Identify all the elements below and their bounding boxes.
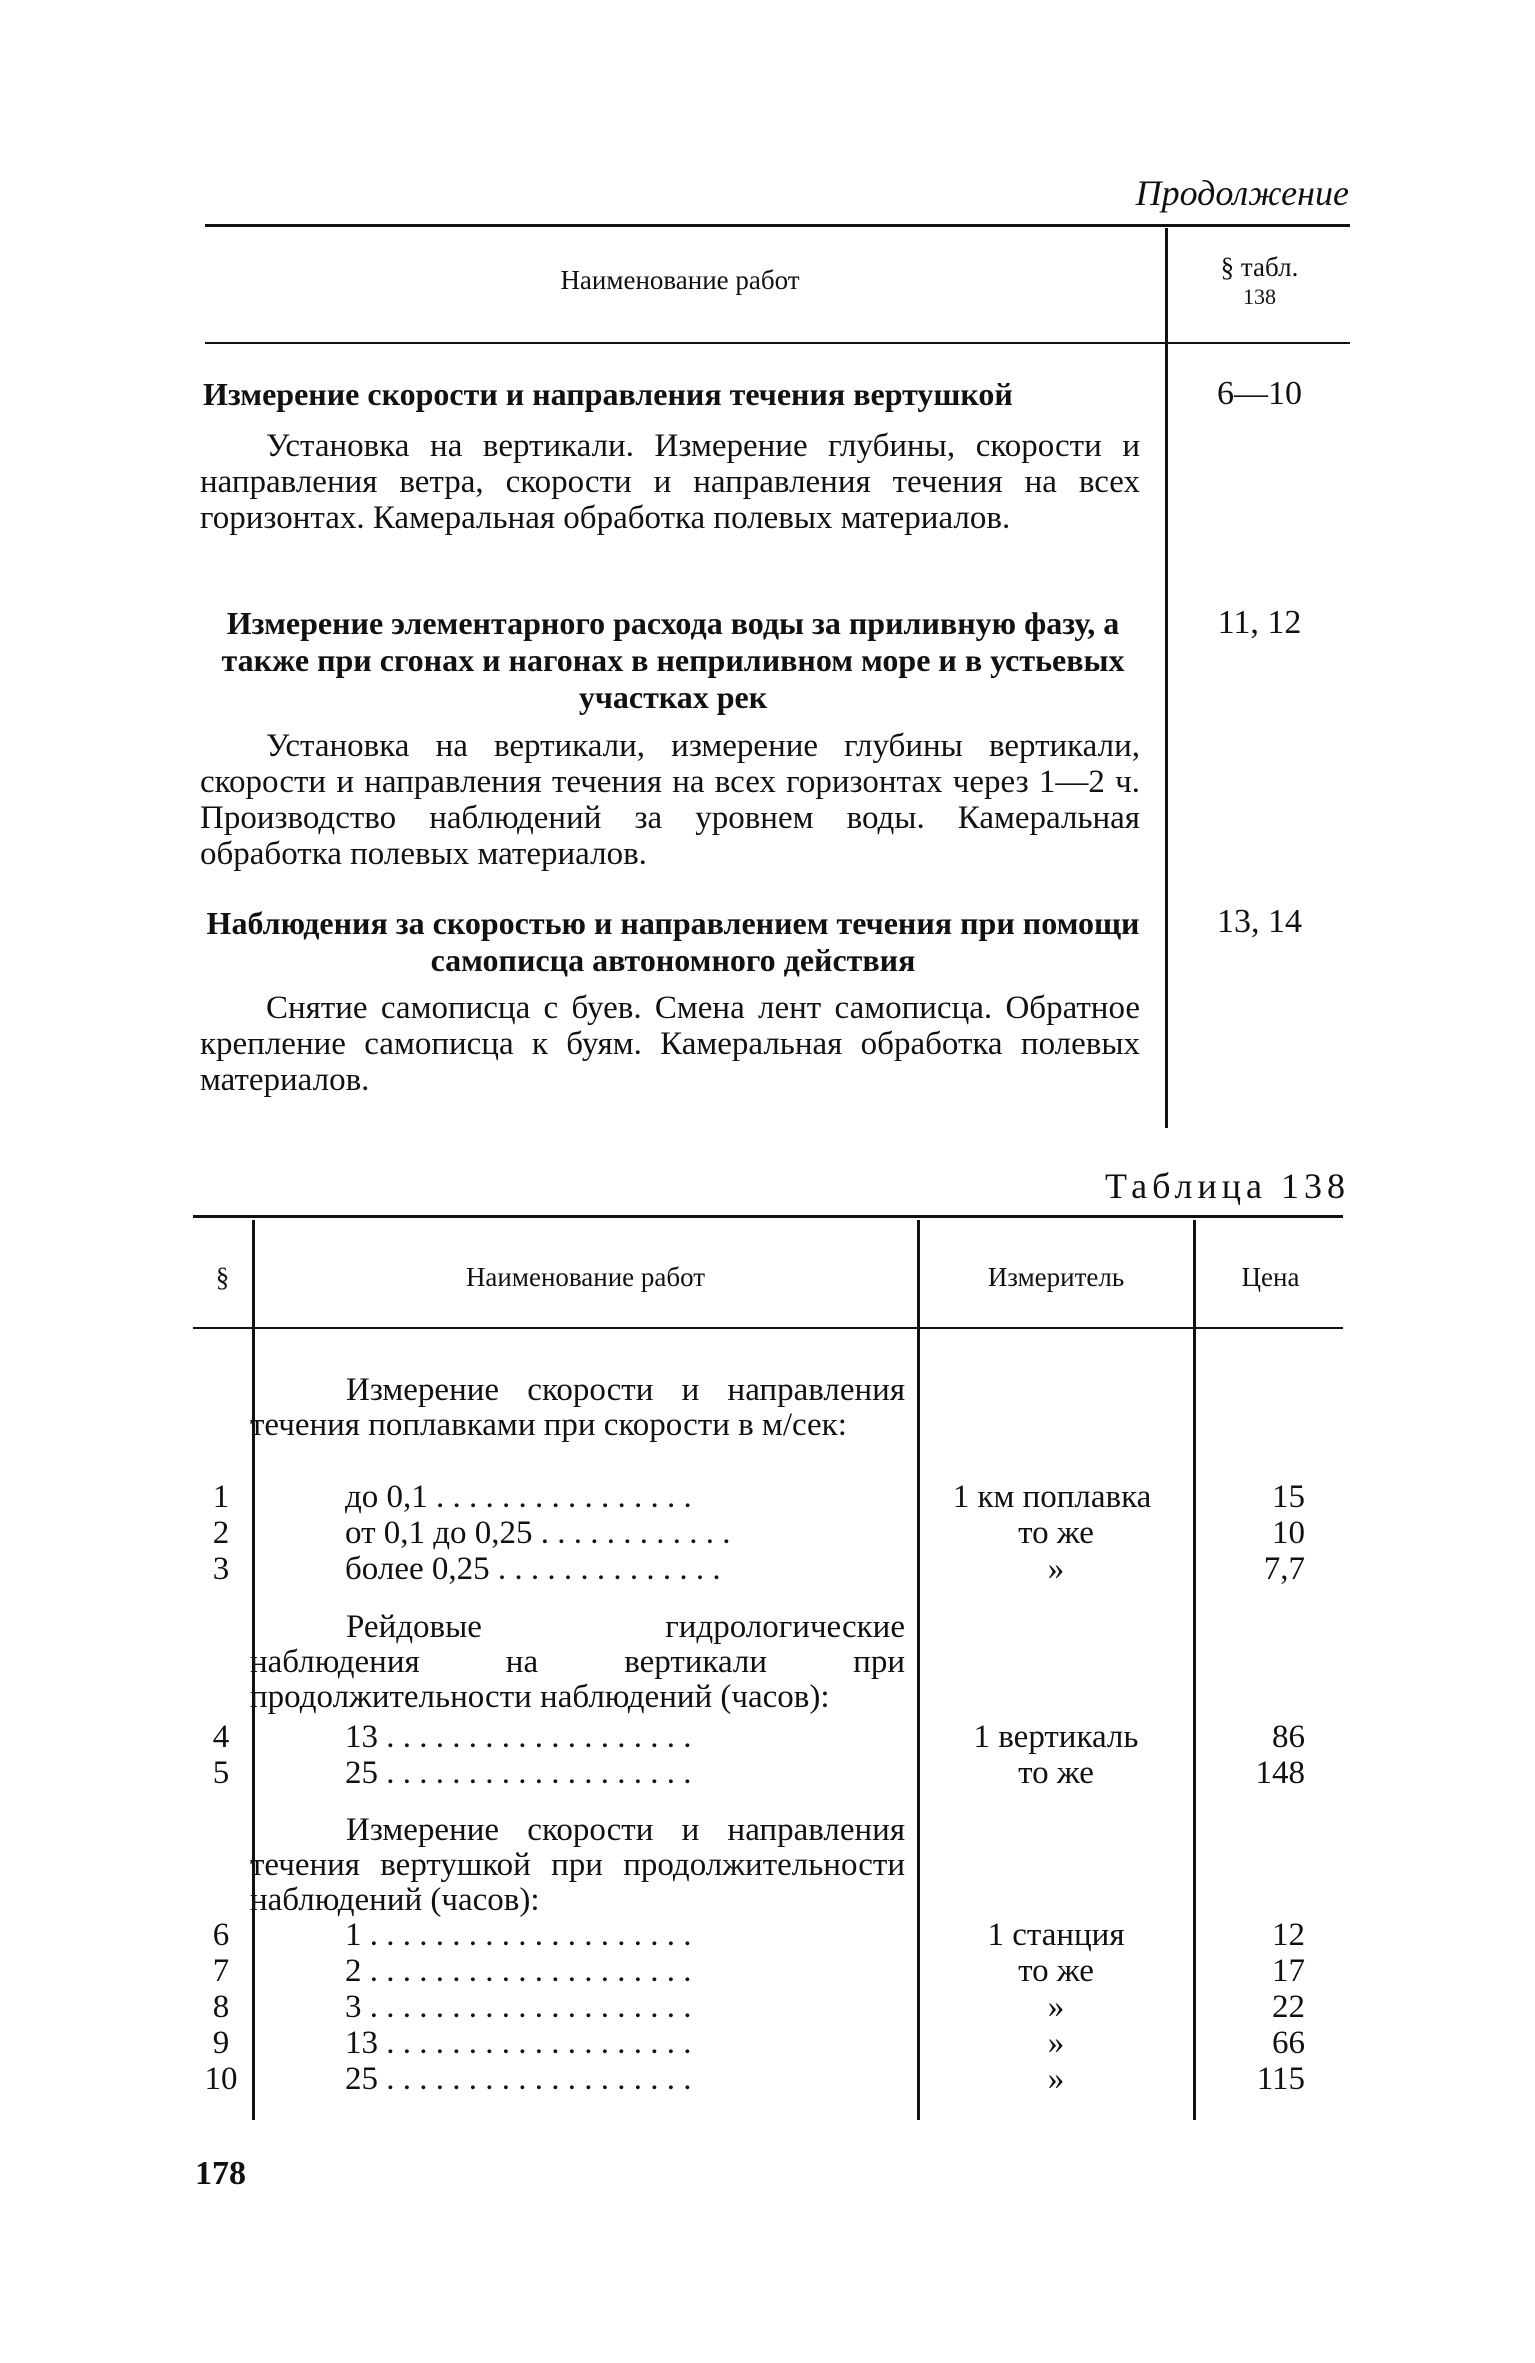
top-table-column-divider bbox=[1165, 228, 1168, 1128]
section-2-body: Установка на вертикали, измерение глубины вертикали, скорости и направления течения на всех горизонтах через 1—2 ч. Производство наблюдений за уровнем воды. Камеральная обработка полевых материалов. bbox=[200, 728, 1140, 872]
table138-header-unit: Измеритель bbox=[987, 1262, 1125, 1292]
row-1-num: 1 bbox=[212, 1479, 230, 1515]
row-8-price: 22 bbox=[1272, 1989, 1305, 2025]
section-3-title: Наблюдения за скоростью и направлением течения при помощи самописца автономного действия bbox=[206, 905, 1140, 978]
row-2-unit: то же bbox=[1018, 1515, 1094, 1551]
section-1-title: Измерение скорости и направления течения вертушкой bbox=[203, 376, 1013, 412]
top-table-rule-header bbox=[205, 342, 1350, 344]
row-4-num: 4 bbox=[212, 1719, 230, 1755]
continuation-label: Продолжение bbox=[1135, 173, 1349, 213]
section-1-body: Установка на вертикали. Измерение глубины, скорости и направления ветра, скорости и направления течения на всех горизонтах. Камеральная обработка полевых материалов. bbox=[200, 428, 1140, 536]
row-2-name: от 0,1 до 0,25 . . . . . . . . . . . . bbox=[345, 1516, 731, 1551]
row-6-num: 6 bbox=[212, 1917, 230, 1953]
row-1-unit: 1 км поплавка bbox=[952, 1479, 1152, 1515]
row-10-name-text: 25 bbox=[345, 2062, 378, 2097]
table138-header-price: Цена bbox=[1241, 1262, 1300, 1292]
section-2-title: Измерение элементарного расхода воды за приливную фазу, а также при сгонах и нагонах в неприливном море и в устьевых участках рек bbox=[221, 605, 1125, 715]
table138-header-name: Наименование работ bbox=[465, 1262, 706, 1292]
row-1-price: 15 bbox=[1272, 1479, 1305, 1515]
top-header-name: Наименование работ bbox=[560, 265, 800, 295]
table138-rule-header bbox=[193, 1327, 1343, 1329]
row-10-price: 115 bbox=[1256, 2061, 1305, 2097]
row-4-unit: 1 вертикаль bbox=[973, 1719, 1139, 1755]
row-7-name: 2 . . . . . . . . . . . . . . . . . . . . bbox=[345, 1954, 692, 1989]
table-caption: Таблица 138 bbox=[1105, 1166, 1350, 1206]
row-9-num: 9 bbox=[212, 2025, 230, 2061]
row-4-name-text: 13 bbox=[345, 1720, 378, 1755]
section-3-body: Снятие самописца с буев. Смена лент самописца. Обратное крепление самописца к буям. Камеральная обработка полевых материалов. bbox=[200, 990, 1140, 1098]
table138-rule-top bbox=[193, 1215, 1343, 1218]
row-5-unit: то же bbox=[1018, 1755, 1094, 1791]
row-2-price: 10 bbox=[1272, 1515, 1305, 1551]
row-1-name: до 0,1 . . . . . . . . . . . . . . . . bbox=[345, 1480, 692, 1515]
row-7-name-text: 2 bbox=[345, 1954, 362, 1989]
top-header-ref-line1: § табл. bbox=[1220, 252, 1299, 282]
page-number: 178 bbox=[195, 2155, 246, 2192]
table138-col-divider-3 bbox=[1193, 1220, 1196, 2120]
table138-col-divider-2 bbox=[917, 1220, 920, 2120]
row-9-name: 13 . . . . . . . . . . . . . . . . . . . bbox=[345, 2026, 692, 2061]
row-3-name-text: более 0,25 bbox=[345, 1552, 490, 1587]
row-6-unit: 1 станция bbox=[987, 1917, 1125, 1953]
top-header-ref bbox=[1172, 252, 1347, 312]
row-10-name: 25 . . . . . . . . . . . . . . . . . . . bbox=[345, 2062, 692, 2097]
row-7-num: 7 bbox=[212, 1953, 230, 1989]
row-8-name: 3 . . . . . . . . . . . . . . . . . . . . bbox=[345, 1990, 692, 2025]
row-4-price: 86 bbox=[1272, 1719, 1305, 1755]
row-7-unit: то же bbox=[1018, 1953, 1094, 1989]
row-6-name-text: 1 bbox=[345, 1918, 362, 1953]
row-10-num: 10 bbox=[204, 2061, 238, 2097]
row-2-num: 2 bbox=[212, 1515, 230, 1551]
table138-header-num: § bbox=[215, 1262, 230, 1292]
row-5-name-text: 25 bbox=[345, 1756, 378, 1791]
top-header-ref-line2: 138 bbox=[1243, 284, 1276, 309]
row-7-price: 17 bbox=[1272, 1953, 1305, 1989]
row-10-unit: » bbox=[1047, 2061, 1065, 2097]
row-9-name-text: 13 bbox=[345, 2026, 378, 2061]
row-3-name: более 0,25 . . . . . . . . . . . . . . bbox=[345, 1552, 721, 1587]
row-5-price: 148 bbox=[1255, 1755, 1305, 1791]
group-2-heading: Рейдовые гидрологические наблюдения на вертикали при продолжительности наблюдений (часов): bbox=[250, 1609, 905, 1715]
row-2-name-text: от 0,1 до 0,25 bbox=[345, 1516, 533, 1551]
row-9-price: 66 bbox=[1272, 2025, 1305, 2061]
top-table-rule-top bbox=[205, 224, 1350, 227]
row-8-num: 8 bbox=[212, 1989, 230, 2025]
row-5-num: 5 bbox=[212, 1755, 230, 1791]
row-6-name: 1 . . . . . . . . . . . . . . . . . . . . bbox=[345, 1918, 692, 1953]
row-3-unit: » bbox=[1047, 1551, 1065, 1587]
row-8-name-text: 3 bbox=[345, 1990, 362, 2025]
section-3-ref: 13, 14 bbox=[1217, 903, 1302, 940]
group-3-heading: Измерение скорости и направления течения вертушкой при продолжительности наблюдений (часов): bbox=[250, 1812, 905, 1918]
row-9-unit: » bbox=[1047, 2025, 1065, 2061]
group-1-heading: Измерение скорости и направления течения поплавками при скорости в м/сек: bbox=[250, 1372, 905, 1443]
row-3-price: 7,7 bbox=[1263, 1551, 1305, 1587]
row-1-name-text: до 0,1 bbox=[345, 1480, 428, 1515]
row-3-num: 3 bbox=[212, 1551, 230, 1587]
row-8-unit: » bbox=[1047, 1989, 1065, 2025]
section-2-ref: 11, 12 bbox=[1217, 604, 1302, 641]
section-1-ref: 6—10 bbox=[1217, 375, 1302, 412]
row-5-name: 25 . . . . . . . . . . . . . . . . . . . bbox=[345, 1756, 692, 1791]
row-6-price: 12 bbox=[1272, 1917, 1305, 1953]
row-4-name: 13 . . . . . . . . . . . . . . . . . . . bbox=[345, 1720, 692, 1755]
